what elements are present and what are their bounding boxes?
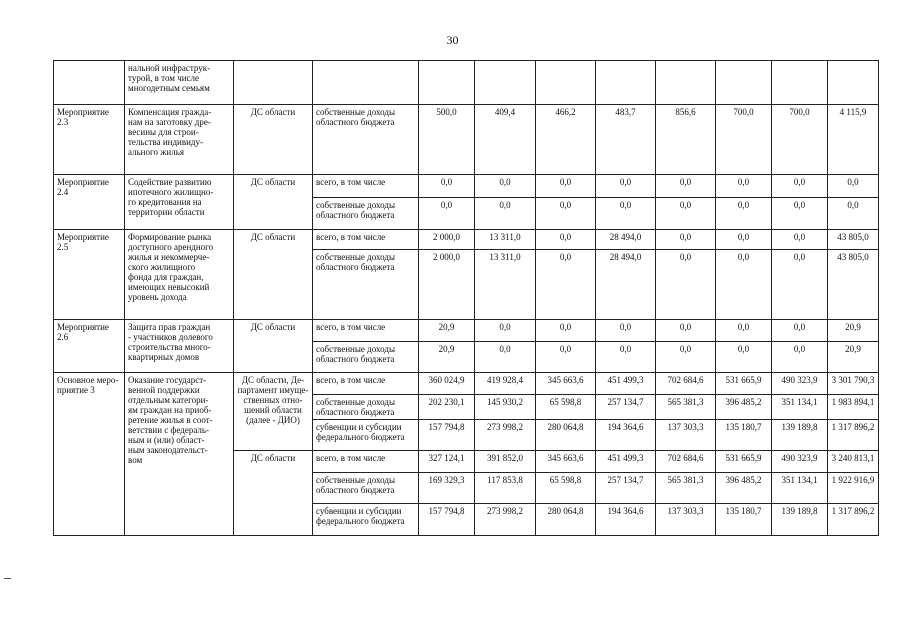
amount-cell: 0,0: [716, 230, 772, 250]
amount-cell: 280 064,8: [536, 420, 596, 451]
table-row: [54, 61, 879, 105]
page-number: 30: [446, 33, 459, 47]
amount-cell: 13 311,0: [475, 250, 536, 320]
amount-cell: 0,0: [716, 175, 772, 198]
amount-cell: 0,0: [536, 175, 596, 198]
amount-cell: 466,2: [536, 105, 596, 175]
amount-cell: 20,9: [828, 320, 879, 342]
amount-cell: 0,0: [419, 198, 475, 230]
amount-cell: 419 928,4: [475, 373, 536, 395]
amount-cell: 2 000,0: [419, 230, 475, 250]
amount-cell: 0,0: [772, 320, 828, 342]
amount-cell: 273 998,2: [475, 420, 536, 451]
funding-source-cell: всего, в том числе: [313, 320, 419, 342]
amount-cell: [656, 61, 716, 105]
measure-description-cell: Формирование рынка доступного арендного жилья и некоммерче- ского жилищного фонда для граждан, имеющих невысокий уровень дохода: [125, 230, 234, 320]
amount-cell: 451 499,3: [596, 451, 656, 473]
amount-cell: 0,0: [656, 198, 716, 230]
amount-cell: 43 805,0: [828, 230, 879, 250]
amount-cell: 65 598,8: [536, 395, 596, 420]
amount-cell: 565 381,3: [656, 395, 716, 420]
amount-cell: 28 494,0: [596, 230, 656, 250]
amount-cell: 0,0: [596, 320, 656, 342]
executor-cell: [234, 61, 313, 105]
amount-cell: 0,0: [772, 175, 828, 198]
amount-cell: 0,0: [656, 175, 716, 198]
amount-cell: 0,0: [419, 175, 475, 198]
amount-cell: 157 794,8: [419, 420, 475, 451]
amount-cell: 257 134,7: [596, 473, 656, 504]
amount-cell: 409,4: [475, 105, 536, 175]
amount-cell: 1 922 916,9: [828, 473, 879, 504]
amount-cell: 194 364,6: [596, 420, 656, 451]
amount-cell: 360 024,9: [419, 373, 475, 395]
table-row: [54, 373, 879, 395]
amount-cell: 135 180,7: [716, 504, 772, 536]
amount-cell: 157 794,8: [419, 504, 475, 536]
amount-cell: [419, 61, 475, 105]
funding-source-cell: всего, в том числе: [313, 451, 419, 473]
amount-cell: 0,0: [772, 250, 828, 320]
amount-cell: 0,0: [772, 230, 828, 250]
amount-cell: 1 317 896,2: [828, 504, 879, 536]
amount-cell: 565 381,3: [656, 473, 716, 504]
amount-cell: 0,0: [536, 342, 596, 373]
amount-cell: 0,0: [828, 175, 879, 198]
amount-cell: [828, 61, 879, 105]
amount-cell: 43 805,0: [828, 250, 879, 320]
amount-cell: 0,0: [656, 230, 716, 250]
amount-cell: 0,0: [536, 198, 596, 230]
measure-label-cell: Мероприятие 2.4: [54, 175, 125, 230]
table-row: [54, 105, 879, 175]
amount-cell: 0,0: [772, 198, 828, 230]
amount-cell: 0,0: [656, 250, 716, 320]
executor-cell: ДС области: [234, 451, 313, 536]
amount-cell: 0,0: [475, 175, 536, 198]
amount-cell: 0,0: [536, 250, 596, 320]
amount-cell: 327 124,1: [419, 451, 475, 473]
amount-cell: 700,0: [716, 105, 772, 175]
amount-cell: 0,0: [475, 320, 536, 342]
table-row: [54, 230, 879, 250]
amount-cell: 280 064,8: [536, 504, 596, 536]
amount-cell: 490 323,9: [772, 451, 828, 473]
amount-cell: 0,0: [596, 198, 656, 230]
amount-cell: 451 499,3: [596, 373, 656, 395]
funding-source-cell: собственные доходы областного бюджета: [313, 395, 419, 420]
funding-source-cell: субвенции и субсидии федерального бюджета: [313, 420, 419, 451]
amount-cell: 2 000,0: [419, 250, 475, 320]
funding-source-cell: собственные доходы областного бюджета: [313, 473, 419, 504]
amount-cell: 0,0: [596, 342, 656, 373]
funding-source-cell: [313, 61, 419, 105]
amount-cell: 345 663,6: [536, 451, 596, 473]
amount-cell: [475, 61, 536, 105]
amount-cell: 531 665,9: [716, 373, 772, 395]
amount-cell: 4 115,9: [828, 105, 879, 175]
measure-label-cell: Мероприятие 2.3: [54, 105, 125, 175]
measure-label-cell: Мероприятие 2.5: [54, 230, 125, 320]
amount-cell: 0,0: [596, 175, 656, 198]
amount-cell: 700,0: [772, 105, 828, 175]
amount-cell: 0,0: [716, 320, 772, 342]
measure-description-cell: нальной инфраструк- турой, в том числе многодетным семьям: [125, 61, 234, 105]
amount-cell: 0,0: [536, 230, 596, 250]
amount-cell: 194 364,6: [596, 504, 656, 536]
amount-cell: [772, 61, 828, 105]
funding-source-cell: всего, в том числе: [313, 373, 419, 395]
amount-cell: 0,0: [536, 320, 596, 342]
amount-cell: 1 317 896,2: [828, 420, 879, 451]
amount-cell: 273 998,2: [475, 504, 536, 536]
funding-source-cell: собственные доходы областного бюджета: [313, 250, 419, 320]
amount-cell: 13 311,0: [475, 230, 536, 250]
amount-cell: 396 485,2: [716, 395, 772, 420]
funding-source-cell: собственные доходы областного бюджета: [313, 198, 419, 230]
funding-source-cell: собственные доходы областного бюджета: [313, 105, 419, 175]
measure-label-cell: [54, 61, 125, 105]
funding-source-cell: собственные доходы областного бюджета: [313, 342, 419, 373]
funding-source-cell: всего, в том числе: [313, 230, 419, 250]
amount-cell: 531 665,9: [716, 451, 772, 473]
amount-cell: 139 189,8: [772, 420, 828, 451]
amount-cell: 20,9: [828, 342, 879, 373]
executor-cell: ДС области: [234, 175, 313, 230]
amount-cell: 145 930,2: [475, 395, 536, 420]
measure-label-cell: Мероприятие 2.6: [54, 320, 125, 373]
amount-cell: 0,0: [828, 198, 879, 230]
executor-cell: ДС области: [234, 320, 313, 373]
measure-description-cell: Компенсация гражда- нам на заготовку дре- весины для строи- тельства индивиду- ального жилья: [125, 105, 234, 175]
measure-description-cell: Оказание государст- венной поддержки отдельным категори- ям граждан на приоб- ретение жилья в соот- ветствии с федераль- ным и (или) област- ным законодательст- вом: [125, 373, 234, 536]
table-row: [54, 175, 879, 198]
amount-cell: 0,0: [716, 198, 772, 230]
amount-cell: 257 134,7: [596, 395, 656, 420]
executor-cell: ДС области, Де- партамент имуще- ственных отно- шений области (далее - ДИО): [234, 373, 313, 451]
amount-cell: 3 301 790,3: [828, 373, 879, 395]
amount-cell: 0,0: [475, 342, 536, 373]
amount-cell: 137 303,3: [656, 420, 716, 451]
measure-description-cell: Содействие развитию ипотечного жилищно- го кредитования на территории области: [125, 175, 234, 230]
amount-cell: 0,0: [656, 320, 716, 342]
amount-cell: 351 134,1: [772, 395, 828, 420]
measure-description-cell: Защита прав граждан - участников долевого строительства много- квартирных домов: [125, 320, 234, 373]
amount-cell: 0,0: [656, 342, 716, 373]
amount-cell: 139 189,8: [772, 504, 828, 536]
amount-cell: 396 485,2: [716, 473, 772, 504]
amount-cell: 0,0: [716, 342, 772, 373]
funding-table: [53, 60, 879, 536]
funding-source-cell: всего, в том числе: [313, 175, 419, 198]
amount-cell: 483,7: [596, 105, 656, 175]
amount-cell: 702 684,6: [656, 373, 716, 395]
amount-cell: 28 494,0: [596, 250, 656, 320]
amount-cell: 345 663,6: [536, 373, 596, 395]
measure-label-cell: Основное меро- приятие 3: [54, 373, 125, 536]
amount-cell: 3 240 813,1: [828, 451, 879, 473]
amount-cell: 702 684,6: [656, 451, 716, 473]
amount-cell: 20,9: [419, 342, 475, 373]
amount-cell: 856,6: [656, 105, 716, 175]
amount-cell: 351 134,1: [772, 473, 828, 504]
scan-edge-mark: [4, 578, 11, 579]
table-row: [54, 320, 879, 342]
amount-cell: 1 983 894,1: [828, 395, 879, 420]
amount-cell: 0,0: [716, 250, 772, 320]
amount-cell: 490 323,9: [772, 373, 828, 395]
amount-cell: 20,9: [419, 320, 475, 342]
amount-cell: 117 853,8: [475, 473, 536, 504]
amount-cell: [536, 61, 596, 105]
executor-cell: ДС области: [234, 105, 313, 175]
amount-cell: 137 303,3: [656, 504, 716, 536]
amount-cell: [596, 61, 656, 105]
amount-cell: 391 852,0: [475, 451, 536, 473]
funding-source-cell: субвенции и субсидии федерального бюджета: [313, 504, 419, 536]
amount-cell: [716, 61, 772, 105]
table-body: [54, 61, 879, 536]
amount-cell: 202 230,1: [419, 395, 475, 420]
amount-cell: 65 598,8: [536, 473, 596, 504]
amount-cell: 169 329,3: [419, 473, 475, 504]
amount-cell: 0,0: [772, 342, 828, 373]
executor-cell: ДС области: [234, 230, 313, 320]
amount-cell: 500,0: [419, 105, 475, 175]
amount-cell: 0,0: [475, 198, 536, 230]
amount-cell: 135 180,7: [716, 420, 772, 451]
